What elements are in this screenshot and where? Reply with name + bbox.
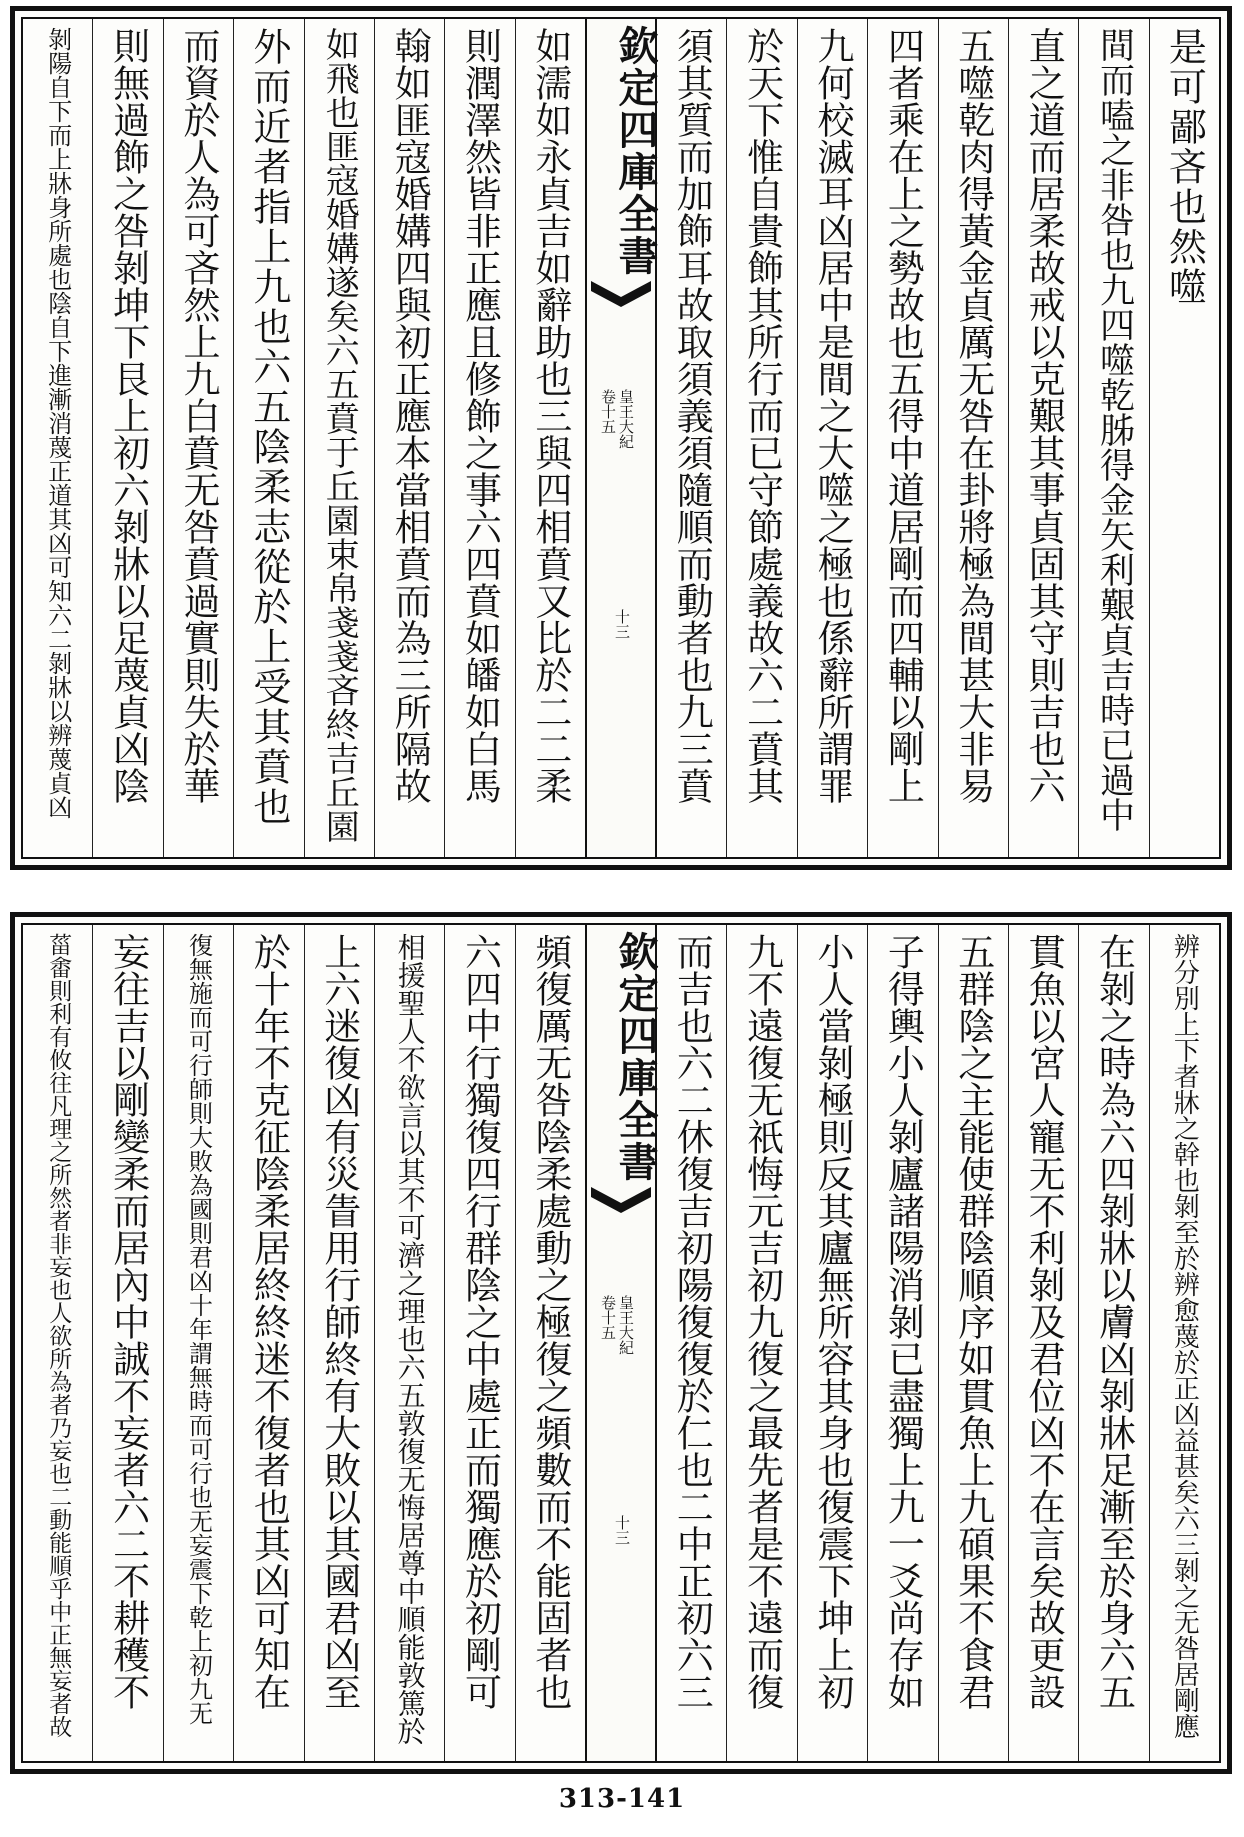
column-text: 剝陽自下而上牀身所處也陰自下進漸消蔑正道其凶可知六二剝牀以辨蔑貞凶 [43, 27, 72, 819]
top-left-half [23, 19, 585, 857]
column-text: 於十年不克征陰柔居終終迷不復者也其凶可知在 [247, 933, 291, 1710]
text-column [515, 925, 585, 1761]
column-text: 則無過飾之咎剝坤下艮上初六剝牀以足蔑貞凶陰 [106, 27, 150, 804]
column-text: 子得輿小人剝廬諸陽消剝已盡獨上九一爻尚存如 [881, 933, 925, 1710]
text-column [797, 925, 867, 1761]
spine-book: 皇王大紀 [617, 389, 635, 449]
column-text: 如飛也匪寇婚媾遂矣六五賁于丘園束帛戔戔吝終吉丘園 [319, 27, 360, 843]
bottom-left-half [23, 925, 585, 1761]
leaf-number: 十三 [613, 1515, 631, 1545]
column-text: 須其質而加飾耳故取須義須隨順而動者也九三賁 [670, 27, 714, 804]
text-column [657, 925, 726, 1761]
text-column [23, 19, 92, 857]
column-text: 小人當剝極則反其廬無所容其身也復震下坤上初 [810, 933, 854, 1710]
column-text: 九何校滅耳凶居中是間之大噬之極也係辭所謂罪 [810, 27, 854, 804]
column-text: 頻復厲无咎陰柔處動之極復之頻數而不能固者也 [528, 933, 572, 1710]
bottom-right-half [657, 925, 1219, 1761]
leaf-number: 十三 [613, 609, 631, 639]
column-text: 在剝之時為六四剝牀以膚凶剝牀足漸至於身六五 [1092, 933, 1136, 1710]
text-column [797, 19, 867, 857]
text-column [1078, 19, 1148, 857]
text-column [657, 19, 726, 857]
column-text: 六四中行獨復四行群陰之中處正而獨應於初剛可 [458, 933, 502, 1710]
column-text: 五噬乾肉得黃金貞厲无咎在卦將極為間甚大非易 [951, 27, 995, 804]
text-column [374, 925, 444, 1761]
text-column [304, 19, 374, 857]
top-right-half [657, 19, 1219, 857]
column-text: 上六迷復凶有災眚用行師終有大敗以其國君凶至 [317, 933, 361, 1710]
column-text: 相援聖人不欲言以其不可濟之理也六五敦復无悔居尊中順能敦篤於 [393, 933, 427, 1745]
spine-book: 皇王大紀 [617, 1295, 635, 1355]
text-column [163, 925, 233, 1761]
top-page-frame [10, 6, 1232, 870]
text-column [726, 19, 796, 857]
text-column [867, 19, 937, 857]
text-column [938, 925, 1008, 1761]
text-column [444, 925, 514, 1761]
column-text: 而吉也六二休復吉初陽復復於仁也二中正初六三 [670, 933, 714, 1710]
text-column [1008, 19, 1078, 857]
column-text: 如濡如永貞吉如辭助也三與四相賁又比於二二柔 [528, 27, 572, 804]
column-text: 是可鄙吝也然噬 [1162, 27, 1207, 307]
column-text: 而資於人為可吝然上九白賁无咎賁過實則失於華 [176, 27, 220, 804]
spine-volume: 卷十五 [599, 1295, 617, 1340]
bottom-page-inner-border [21, 923, 1221, 1763]
column-text: 五群陰之主能使群陰順序如貫魚上九碩果不食君 [951, 933, 995, 1710]
column-text: 菑畬則利有攸往凡理之所然者非妄也人欲所為者乃妄也二動能順乎中正無妄者故 [45, 933, 72, 1738]
column-text: 外而近者指上九也六五陰柔志從於上受其賁也 [246, 27, 291, 827]
text-column [867, 925, 937, 1761]
text-column [1008, 925, 1078, 1761]
column-text: 辨分別上下者牀之幹也剝至於辨愈蔑於正凶益甚矣六三剝之无咎居剛應 [1169, 933, 1200, 1739]
top-page-inner-border [21, 17, 1221, 859]
bottom-spine [585, 925, 657, 1761]
fishtail-mark-icon [591, 1187, 651, 1221]
bottom-page-frame [10, 912, 1232, 1774]
top-page-halves [23, 19, 1219, 857]
text-column [1078, 925, 1148, 1761]
text-column [938, 19, 1008, 857]
page-number: 313-141 [558, 1784, 686, 1814]
bottom-page-halves [23, 925, 1219, 1761]
text-column [92, 925, 162, 1761]
top-spine [585, 19, 657, 857]
spine-title: 欽定四庫全書 [612, 25, 659, 277]
text-column [374, 19, 444, 857]
fishtail-mark-icon [591, 281, 651, 315]
text-column [1149, 19, 1219, 857]
text-column [23, 925, 92, 1761]
spine-volume: 卷十五 [599, 389, 617, 434]
text-column [726, 925, 796, 1761]
text-column [515, 19, 585, 857]
column-text: 間而嗑之非咎也九四噬乾胏得金矢利艱貞吉時已過中 [1094, 27, 1135, 832]
column-text: 妄往吉以剛變柔而居內中誠不妄者六二不耕穫不 [106, 933, 150, 1710]
column-text: 貫魚以宮人寵无不利剝及君位凶不在言矣故更設 [1022, 933, 1066, 1710]
spine-title: 欽定四庫全書 [612, 931, 659, 1183]
text-column [163, 19, 233, 857]
column-text: 翰如匪寇婚媾四與初正應本當相賁而為三所隔故 [388, 27, 432, 804]
column-text: 九不遠復无祇悔元吉初九復之最先者是不遠而復 [740, 933, 784, 1710]
column-text: 四者乘在上之勢故也五得中道居剛而四輔以剛上 [881, 27, 925, 804]
column-text: 復無施而可行師則大敗為國則君凶十年謂無時而可行也无妄震下乾上初九无 [184, 933, 213, 1725]
text-column [304, 925, 374, 1761]
text-column [233, 925, 303, 1761]
text-column [1149, 925, 1219, 1761]
text-column [233, 19, 303, 857]
column-text: 則潤澤然皆非正應且修飾之事六四賁如皤如白馬 [458, 27, 502, 804]
column-text: 於天下惟自貴飾其所行而已守節處義故六二賁其 [740, 27, 784, 804]
column-text: 直之道而居柔故戒以克艱其事貞固其守則吉也六 [1022, 27, 1066, 804]
text-column [444, 19, 514, 857]
text-column [92, 19, 162, 857]
